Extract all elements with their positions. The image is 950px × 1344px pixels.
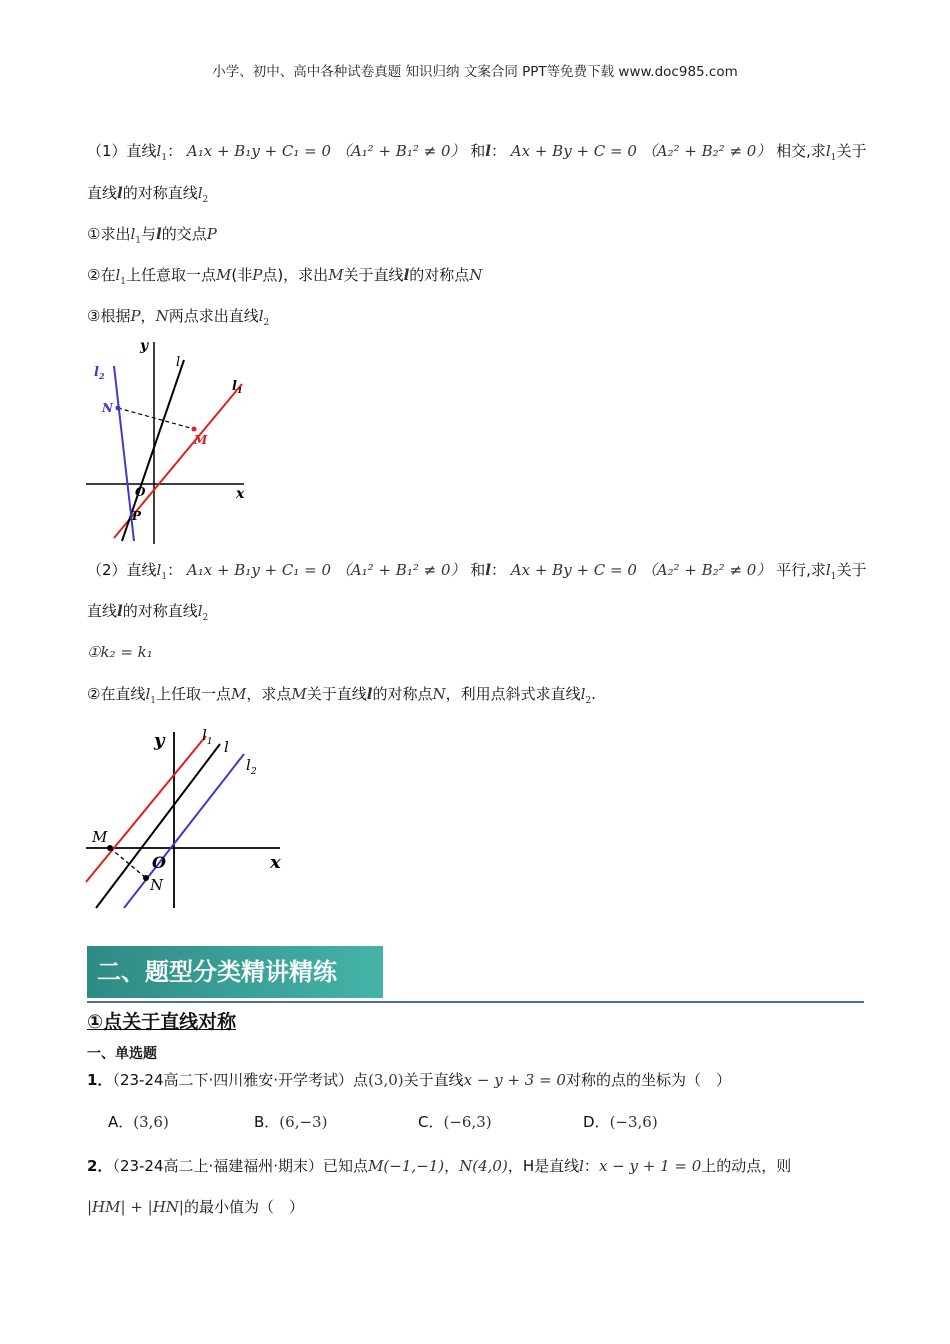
label-l1: $l_1$ — [232, 379, 243, 395]
figure-intersecting-lines — [84, 336, 264, 548]
question-1: 1．（23-24高二下·四川雅安·开学考试）点(3,0)关于直线x − y + 3 = 0对称的点的坐标为（ ） — [87, 1071, 731, 1089]
point-N — [143, 875, 149, 881]
q1-option-b[interactable]: B．(6,−3) — [254, 1113, 328, 1131]
subsection-title: ①点关于直线对称 — [87, 1011, 237, 1033]
label-l1: $l_1$ — [202, 726, 213, 747]
label-P: P — [132, 509, 142, 523]
figure-parallel-lines — [84, 722, 294, 912]
q1-option-a[interactable]: A．(3,6) — [108, 1113, 169, 1131]
q1-option-c[interactable]: C．(−6,3) — [418, 1113, 492, 1131]
question-2-line2: |HM| + |HN|的最小值为（ ） — [87, 1198, 304, 1216]
x-label: x — [270, 852, 281, 873]
label-M: M — [194, 433, 208, 447]
y-label: y — [154, 730, 165, 751]
point-M — [107, 845, 113, 851]
question-type: 一、单选题 — [87, 1046, 157, 1062]
part2-line2: 直线l的对称直线$l_2$ — [87, 602, 209, 623]
point-N — [116, 406, 121, 411]
page-header: 小学、初中、高中各种试卷真题 知识归纳 文案合同 PPT等免费下载 www.doc985.com — [212, 64, 738, 80]
part1-line2: 直线l的对称直线$l_2$ — [87, 184, 209, 205]
label-l2: $l_2$ — [94, 365, 105, 381]
label-O: O — [152, 853, 166, 872]
part1-step2: ②在$l_1$上任意取一点M(非P点)，求出M关于直线l的对称点N — [87, 266, 483, 287]
x-label: x — [236, 486, 245, 502]
part2-step2: ②在直线$l_1$上任取一点M，求点M关于直线l的对称点N，利用点斜式求直线$l_2$. — [87, 685, 596, 706]
label-N: N — [150, 876, 164, 894]
line-l2 — [114, 366, 134, 541]
section-banner: 二、题型分类精讲精练 — [87, 946, 383, 998]
condition-l1: （A₁² + B₁² ≠ 0） — [335, 142, 466, 160]
part1-step1: ①求出$l_1$与l的交点P — [87, 225, 217, 246]
label-M: M — [92, 828, 108, 846]
perpendicular-segment — [118, 408, 194, 429]
part2-line1: （2）直线$l_1$： A₁x + B₁y + C₁ = 0 （A₁² + B₁² ≠ 0） 和l： Ax + By + C = 0 （A₂² + B₂² ≠ 0） 平行,求$l_1$关于 — [87, 561, 867, 582]
part2-step1: ①k₂ = k₁ — [87, 643, 153, 661]
label-N: N — [102, 401, 113, 415]
part1-step3: ③根据P，N两点求出直线$l_2$ — [87, 307, 270, 328]
question-2: 2．（23-24高二上·福建福州·期末）已知点M(−1,−1)，N(4,0)，H是直线l：x − y + 1 = 0上的动点，则 — [87, 1157, 792, 1175]
label-l: l — [224, 738, 229, 756]
label-l2: $l_2$ — [246, 756, 257, 777]
y-label: y — [140, 338, 149, 354]
q1-option-d[interactable]: D．(−3,6) — [583, 1113, 658, 1131]
condition-l: （A₂² + B₂² ≠ 0） — [641, 142, 772, 160]
part1-line1: （1）直线$l_1$： A₁x + B₁y + C₁ = 0 （A₁² + B₁² ≠ 0） 和l： Ax + By + C = 0 （A₂² + B₂² ≠ 0） 相交,求$l_1$关于 — [87, 142, 867, 163]
label-O: O — [135, 485, 146, 499]
perpendicular-segment — [110, 848, 146, 878]
section-rule — [87, 1001, 864, 1003]
equation-l: Ax + By + C = 0 — [510, 142, 637, 160]
equation-l1: A₁x + B₁y + C₁ = 0 — [186, 142, 332, 160]
line-l2 — [124, 754, 244, 908]
point-M — [192, 427, 197, 432]
line-l1 — [86, 736, 206, 882]
label-l: l — [176, 355, 181, 370]
